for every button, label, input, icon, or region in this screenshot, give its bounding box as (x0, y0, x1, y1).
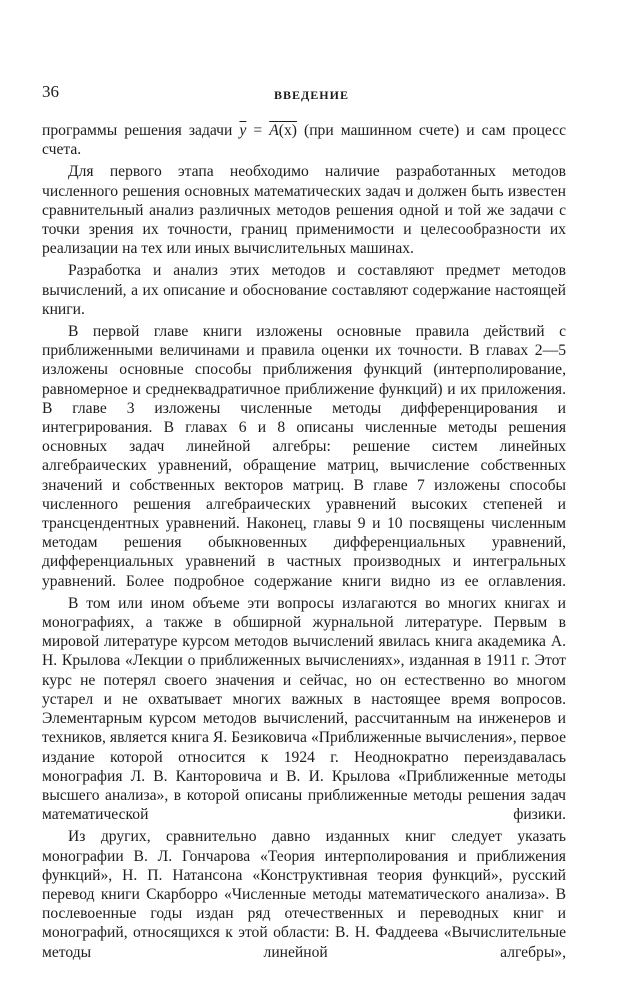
paragraph-4: В первой главе книги изложены основные правила действий с приближенными величинами и правила оценки их точности. В главах 2—5 изложены основные способы приближения функций (интерполирование, равномерное и среднеквадратичное приближение функций) и их приложения. В главе 3 изложены численные методы дифференцирования и интегрирования. В главах 6 и 8 описаны численные методы решения основных задач линейной алгебры: решение систем линейных алгебраических уравнений, обращение матриц, вычисление собственных значений и собственных векторов матриц. В главе 7 изложены способы численного решения алгебраических уравнений высоких степеней и трансцендентных уравнений. Наконец, главы 9 и 10 посвящены численным методам решения обыкновенных дифференциальных уравнений, дифференциальных уравнений в частных производных и интегральных уравнений. Более подробное содержание книги видно из ее оглавления. (42, 323, 566, 590)
paragraph-1 (42, 121, 566, 159)
formula-a: $\overline{A}$ (269, 122, 279, 139)
paragraph-1-start: программы решения задачи (42, 122, 240, 139)
paragraph-3: Разработка и анализ этих методов и составляют предмет методов вычислений, а их описание и обоснование составляют содержание настоящей книги. (42, 262, 566, 318)
paragraph-1-end: (при машинном счете) и сам процесс счета. (42, 122, 566, 159)
paragraph-2: Для первого этапа необходимо наличие разработанных методов численного решения основных математических задач и должен быть известен сравнительный анализ различных методов решения одной и той же задачи с точки зрения их точности, границ применимости и целесообразности их реализации на тех или иных вычислительных машинах. (42, 163, 566, 258)
paragraph-5: В том или ином объеме эти вопросы излагаются во многих книгах и монографиях, а также в обширной журнальной литературе. Первым в мировой литературе курсом методов вычислений явилась книга академика А. Н. Крылова «Лекции о приближенных вычислениях», изданная в 1911 г. Этот курс не потерял своего значения и сейчас, но он естественно во многом устарел и не охватывает многих важных в настоящее время вопросов. Элементарным курсом методов вычислений, рассчитанным на инженеров и техников, является книга Я. Безиковича «Приближенные вычисления», первое издание которой относится к 1924 г. Неоднократно переиздавалась монография Л. В. Канторовича и В. И. Крылова «Приближенные методы высшего анализа», в которой описаны приближенные методы решения задач математической физики. (42, 594, 566, 824)
paragraph-6: Из других, сравнительно давно изданных книг следует указать монографии В. Л. Гончарова «Теория интерполирования и приближения функций», Н. П. Натансона «Конструктивная теория функций», русский перевод книги Скарборро «Численные методы математического анализа». В послевоенные годы издан ряд отечественных и переводных книг и монографий, относящихся к этой области: В. Н. Фаддеева «Вычислительные методы линейной алгебры», (42, 828, 566, 961)
formula-y: $\overline{y}$ (239, 122, 247, 139)
running-head: ВВЕДЕНИЕ (274, 88, 349, 102)
page-number: 36 (42, 82, 59, 101)
page-body (42, 121, 566, 962)
formula-equals: = (246, 122, 270, 139)
formula-x: (x) (278, 122, 297, 139)
formula-y-equals-a-x (239, 122, 297, 139)
